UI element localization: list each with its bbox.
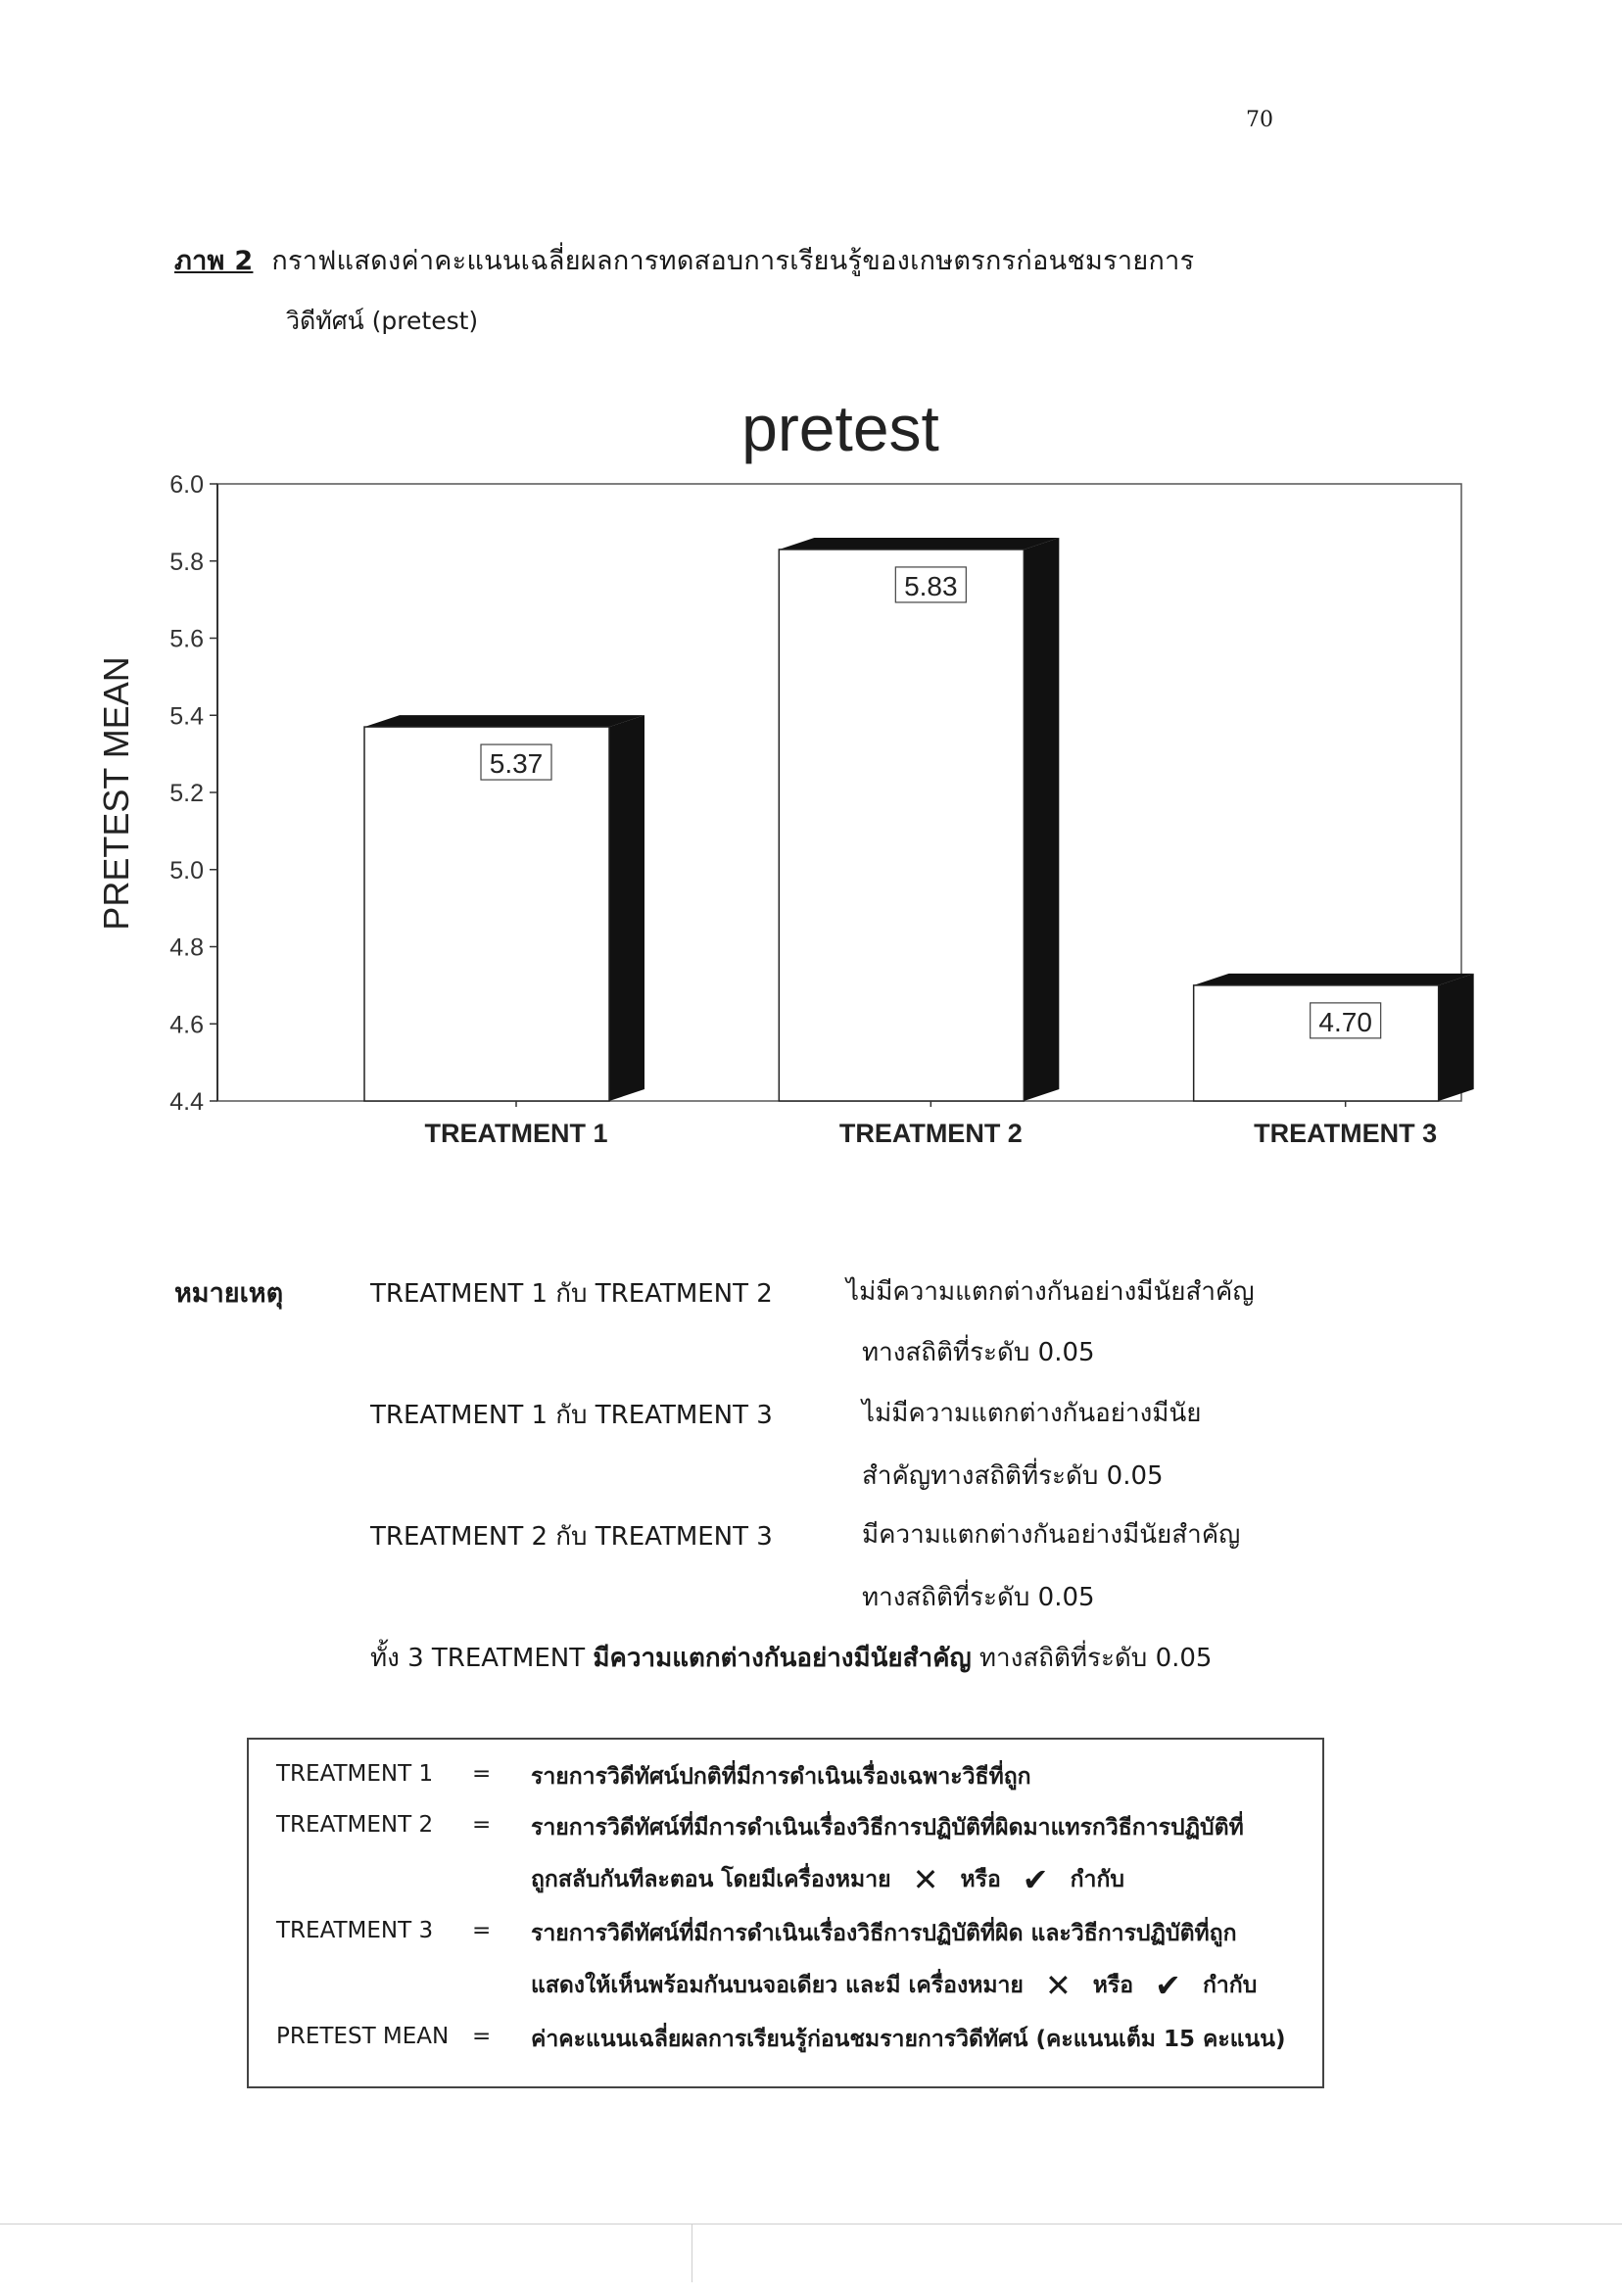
legend-def-3: รายการวิดีทัศน์ที่มีการดำเนินเรื่องวิธีการปฏิบัติที่ผิด และวิธีการปฏิบัติที่ถูก [531,1921,1237,1946]
y-tick-label: 5.0 [169,856,204,885]
y-tick-label: 5.6 [169,625,204,653]
legend-box [247,1738,1324,2088]
legend-def-2b-text: ถูกสลับกันทีละตอน โดยมีเครื่องหมาย [531,1867,891,1892]
legend-def-2: รายการวิดีทัศน์ที่มีการดำเนินเรื่องวิธีการปฏิบัติที่ผิดมาแทรกวิธีการปฏิบัติที่ [531,1815,1244,1841]
bar-top [779,538,1059,550]
check-mark-icon: ✔ [1022,1861,1049,1898]
page-number: 70 [1246,108,1273,132]
note-result-2b: สำคัญทางสถิติที่ระดับ 0.05 [862,1461,1164,1491]
cross-mark-icon: ✕ [1044,1967,1072,2004]
y-tick-label: 4.4 [169,1088,204,1116]
data-label: 5.37 [489,748,544,780]
note-compare-3: TREATMENT 2 กับ TREATMENT 3 [370,1522,773,1552]
note-result-1: ไม่มีความแตกต่างกันอย่างมีนัยสำคัญ [846,1277,1255,1307]
note-result-1b: ทางสถิติที่ระดับ 0.05 [862,1338,1095,1367]
note-result-3b: ทางสถิติที่ระดับ 0.05 [862,1583,1095,1612]
legend-term-3: TREATMENT 3 [276,1918,434,1943]
y-tick-label: 5.4 [169,702,204,731]
legend-def-3b-text: แสดงให้เห็นพร้อมกันบนจอเดียว และมี เครื่องหมาย [531,1973,1024,1998]
cross-mark-icon: ✕ [912,1861,939,1898]
y-tick-label: 5.2 [169,780,204,807]
legend-eq-4: = [472,2024,492,2049]
note-summary [370,1638,1212,1678]
figure-caption-line2: วิดีทัศน์ (pretest) [286,307,479,335]
legend-eq-3: = [472,1918,492,1943]
legend-term-4: PRETEST MEAN [276,2024,450,2049]
y-axis-label: PRETEST MEAN [96,656,136,931]
y-tick-label: 5.8 [169,548,204,576]
legend-term-1: TREATMENT 1 [276,1761,434,1787]
x-tick-label: TREATMENT 2 [838,1119,1023,1148]
note-summary-prefix: ทั้ง 3 TREATMENT [370,1644,586,1673]
legend-term-2: TREATMENT 2 [276,1812,434,1838]
legend-eq-1: = [472,1761,492,1787]
bar [779,550,1024,1101]
note-summary-suffix: ทางสถิติที่ระดับ 0.05 [978,1644,1213,1673]
data-label: 4.70 [1318,1006,1372,1037]
data-label: 5.83 [904,570,958,601]
x-tick-label: TREATMENT 1 [424,1119,608,1148]
legend-def-3b-or: หรือ [1092,1973,1134,1998]
note-compare-1: TREATMENT 1 กับ TREATMENT 2 [370,1279,773,1309]
legend-def-4: ค่าคะแนนเฉลี่ยผลการเรียนรู้ก่อนชมรายการวิดีทัศน์ (คะแนนเต็ม 15 คะแนน) [531,2027,1286,2052]
note-summary-bold: มีความแตกต่างกันอย่างมีนัยสำคัญ [593,1644,972,1673]
notes-heading: หมายเหตุ [174,1278,284,1309]
x-tick-label: TREATMENT 3 [1254,1119,1438,1148]
legend-def-2b-tail: กำกับ [1070,1867,1124,1892]
check-mark-icon: ✔ [1155,1967,1181,2004]
y-tick-label: 4.8 [169,933,204,962]
legend-def-2b-or: หรือ [960,1867,1001,1892]
bar-side [1439,974,1474,1101]
bar-side [1024,538,1059,1101]
legend-def-2b [531,1861,1124,1898]
note-result-2: ไม่มีความแตกต่างกันอย่างมีนัย [862,1399,1202,1428]
bar-top [1194,974,1474,985]
figure-caption-text: กราฟแสดงค่าคะแนนเฉลี่ยผลการทดสอบการเรียนรู้ของเกษตรกรก่อนชมรายการ [271,246,1195,276]
bar-top [364,715,644,727]
figure-label: ภาพ 2 [174,246,254,276]
note-compare-2: TREATMENT 1 กับ TREATMENT 3 [370,1401,773,1430]
legend-def-3b-tail: กำกับ [1202,1973,1258,1998]
bar-side [609,715,644,1101]
legend-def-3b [531,1967,1257,2004]
bar [364,727,609,1101]
legend-eq-2: = [472,1812,492,1838]
y-tick-label: 6.0 [169,471,204,499]
chart-title: pretest [741,392,939,464]
note-result-3: มีความแตกต่างกันอย่างมีนัยสำคัญ [862,1520,1241,1550]
y-tick-label: 4.6 [169,1011,204,1039]
legend-def-1: รายการวิดีทัศน์ปกติที่มีการดำเนินเรื่องเฉพาะวิธีที่ถูก [531,1764,1031,1790]
